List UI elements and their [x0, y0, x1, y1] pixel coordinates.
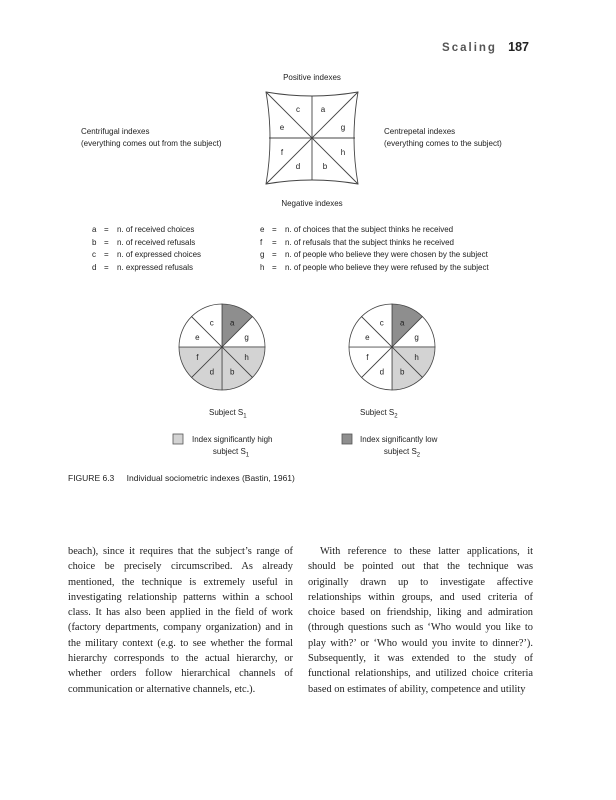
centrifugal-label: Centrifugal indexes — [81, 127, 150, 136]
legend-right — [260, 224, 489, 274]
legend-text: n. of choices that the subject thinks he received — [285, 225, 454, 234]
pie-label-b: b — [229, 367, 235, 377]
pie-label-h: h — [414, 353, 419, 363]
pie-label-g: g — [414, 332, 419, 342]
key-low-line1: Index significantly low — [360, 435, 438, 444]
legend-text: n. of people who believe they were chosen by the subject — [285, 250, 488, 260]
legend-text: n. of received refusals — [117, 237, 196, 247]
pie-label-e: e — [195, 332, 200, 342]
pie-label-d: d — [209, 367, 215, 377]
legend-equals: = — [104, 237, 109, 247]
pie-subject-s2 — [349, 304, 435, 390]
legend-text: n. expressed refusals — [117, 262, 194, 272]
pie-label-e: e — [365, 332, 370, 342]
legend-equals: = — [104, 250, 109, 260]
sector-e: e — [279, 123, 285, 132]
sector-b: b — [322, 162, 328, 171]
sector-a: a — [320, 105, 326, 114]
legend-row-c — [92, 249, 201, 262]
pie-label-f: f — [196, 353, 199, 363]
key-high-line2: subject $S_1$ — [212, 447, 250, 459]
body-column-right — [308, 544, 533, 697]
legend-equals: = — [104, 225, 109, 234]
legend-text: n. of refusals that the subject thinks he received — [285, 237, 454, 247]
negative-indexes-label: Negative indexes — [281, 199, 343, 208]
pie-label-b: b — [399, 367, 405, 377]
sector-f: f — [280, 148, 284, 157]
legend-equals: = — [272, 225, 277, 234]
pie-label-g: g — [244, 332, 249, 342]
legend-key: g — [260, 250, 265, 260]
pie-label-a: a — [229, 318, 235, 328]
subject-s1-label: Subject $S_1$ — [209, 408, 247, 420]
legend-key: f — [260, 237, 263, 247]
figure-caption-text: Individual sociometric indexes (Bastin, 1961) — [126, 473, 295, 483]
subject-s2-label: Subject $S_2$ — [360, 408, 398, 420]
legend-left — [92, 224, 201, 274]
legend-key: a — [92, 225, 97, 234]
pie-label-f: f — [366, 353, 369, 363]
pie-label-c: c — [209, 318, 214, 328]
high-swatch — [173, 434, 183, 444]
legend-row-a — [92, 224, 201, 237]
body-paragraph: beach), since it requires that the subject’s range of choice be precisely circumscribed. As already mentioned, the technique is extremely useful in investigating relationship patterns within a school class. It has also been applied in the field of work (factory departments, company organization) and in the military context (e.g. to see whether the formal hierarchy corresponds to the actual hierarchy, or whether orders follow hierarchical channels of communication or alternative channels, etc.). — [68, 546, 293, 695]
figure-number: FIGURE 6.3 — [68, 473, 115, 483]
legend-key: b — [92, 237, 97, 247]
legend-key: c — [92, 250, 96, 260]
sector-d: d — [295, 162, 301, 171]
key-low-line2: subject $S_2$ — [383, 447, 421, 459]
legend-text: n. of people who believe they were refused by the subject — [285, 262, 489, 272]
index-diagram — [266, 92, 358, 184]
pie-label-d: d — [379, 367, 385, 377]
pie-label-c: c — [379, 318, 384, 328]
legend-equals: = — [272, 237, 277, 247]
key-high-line1: Index significantly high — [192, 435, 273, 444]
pie-subject-s1 — [179, 304, 265, 390]
legend-key: e — [260, 225, 265, 234]
pie-label-a: a — [399, 318, 405, 328]
legend-equals: = — [272, 262, 277, 272]
centrifugal-note: (everything comes out from the subject) — [81, 139, 222, 148]
legend-row-b — [92, 237, 201, 250]
legend-key: h — [260, 262, 265, 272]
sector-c: c — [296, 105, 300, 114]
low-swatch — [342, 434, 352, 444]
legend-row-e — [260, 224, 489, 237]
positive-indexes-label: Positive indexes — [283, 73, 341, 82]
legend-text: n. of expressed choices — [117, 250, 202, 260]
sector-g: g — [340, 123, 346, 132]
legend-key: d — [92, 262, 97, 272]
body-column-left — [68, 544, 293, 697]
legend-equals: = — [104, 262, 109, 272]
sector-h: h — [340, 148, 346, 157]
centrepetal-label: Centrepetal indexes — [384, 127, 456, 136]
legend-row-d — [92, 262, 201, 275]
legend-row-g — [260, 249, 489, 262]
page-number: 187 — [508, 40, 529, 54]
body-paragraph: With reference to these latter applications, it should be pointed out that the technique was originally drawn up to investigate affective relationships within groups, and used criteria of choice based on friendship, liking and admiration (through questions such as ‘Who would you like to play with?’ or ‘Who would you invite to dinner?’). Subsequently, it was extended to the study of functional relationships, and utilized choice criteria based on estimates of ability, competence and utility — [308, 546, 533, 695]
centrepetal-note: (everything comes to the subject) — [384, 139, 502, 148]
legend-equals: = — [272, 250, 277, 260]
running-title: Scaling — [442, 42, 497, 54]
figure-caption — [68, 473, 295, 483]
legend-row-f — [260, 237, 489, 250]
legend-text: n. of received choices — [117, 225, 195, 234]
pie-label-h: h — [244, 353, 249, 363]
legend-row-h — [260, 262, 489, 275]
